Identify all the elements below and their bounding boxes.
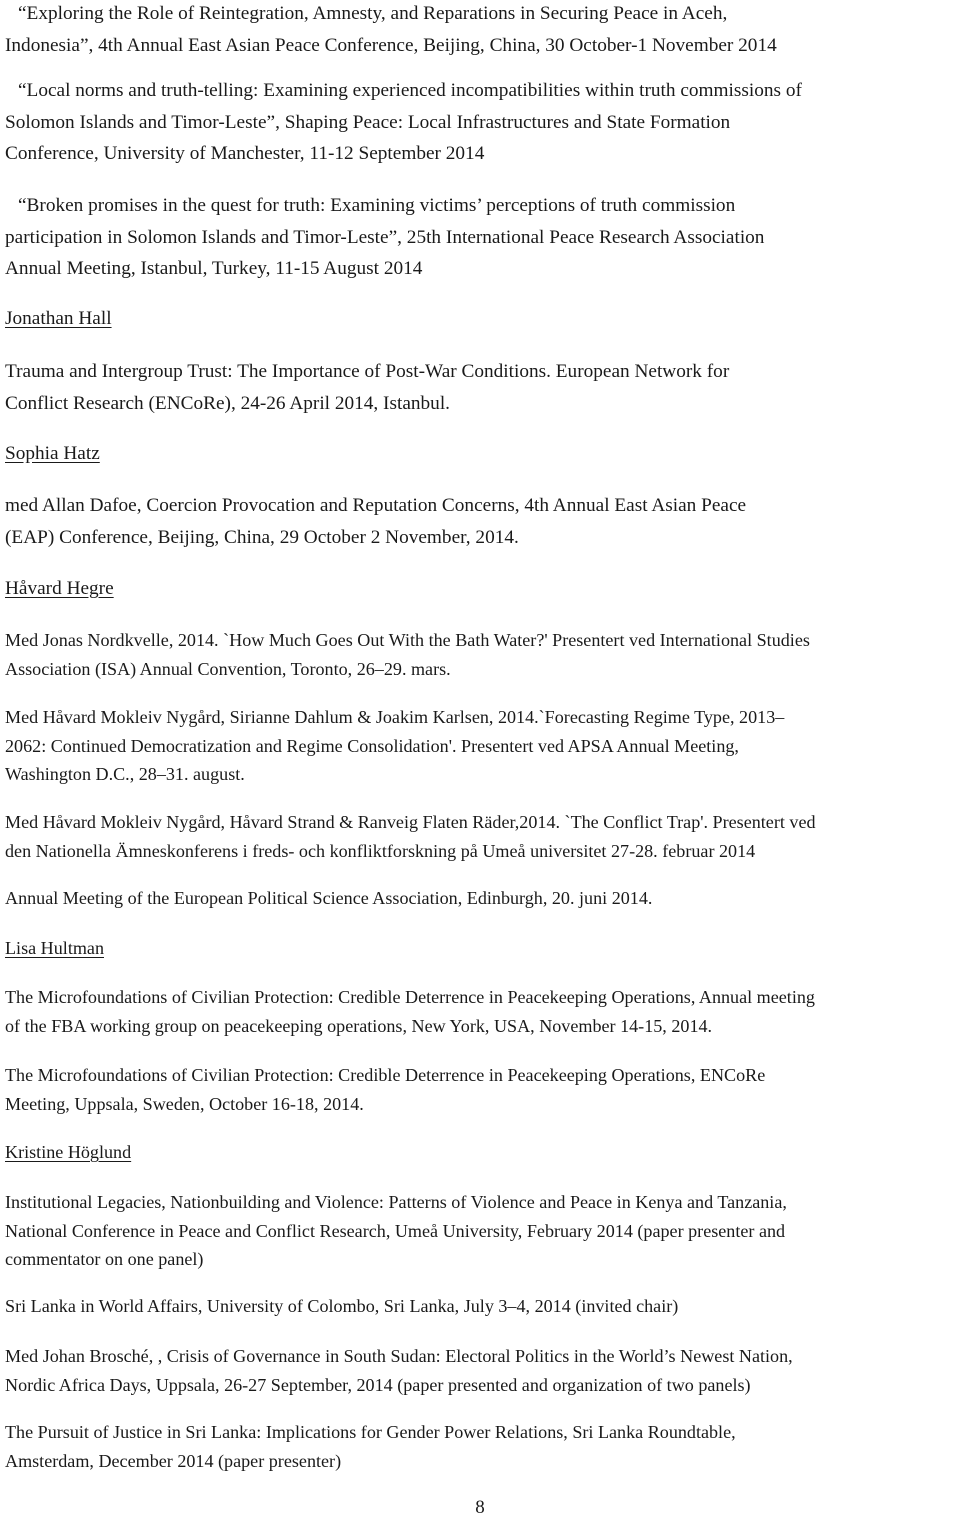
entry-line: The Microfoundations of Civilian Protection: Credible Deterrence in Peacekeeping Operations, ENCoRe	[5, 1065, 766, 1085]
author-name: Sophia Hatz	[5, 443, 100, 464]
entry-line: Nordic Africa Days, Uppsala, 26-27 September, 2014 (paper presented and organization of two panels)	[5, 1374, 751, 1395]
author-heading	[5, 303, 957, 335]
entry-line: “Exploring the Role of Reintegration, Amnesty, and Reparations in Securing Peace in Aceh,	[18, 3, 728, 24]
publication-entry	[5, 1292, 957, 1321]
entry-line: Annual Meeting, Istanbul, Turkey, 11-15 August 2014	[5, 258, 423, 280]
entry-line: The Pursuit of Justice in Sri Lanka: Implications for Gender Power Relations, Sri Lanka Roundtable,	[5, 1422, 736, 1442]
author-name: Håvard Hegre	[5, 578, 114, 599]
publication-entry	[5, 0, 957, 61]
entry-line: of the FBA working group on peacekeeping operations, New York, USA, November 14-15, 2014.	[5, 1015, 713, 1036]
publication-entry	[5, 1418, 957, 1475]
publication-entry	[5, 490, 957, 553]
entry-line: Meeting, Uppsala, Sweden, October 16-18, 2014.	[5, 1093, 364, 1114]
author-heading	[5, 438, 957, 470]
entry-line: den Nationella Ämneskonferens i freds- och konfliktforskning på Umeå universitet 27-28. februar 2014	[5, 840, 756, 861]
entry-line: Med Håvard Mokleiv Nygård, Håvard Strand & Ranveig Flaten Räder,2014. `The Conflict Trap'. Presentert ved	[5, 812, 816, 832]
page-number: 8	[475, 1497, 485, 1518]
entry-line: commentator on one panel)	[5, 1249, 204, 1269]
entry-line: Solomon Islands and Timor-Leste”, Shaping Peace: Local Infrastructures and State Formation	[5, 111, 731, 133]
publication-entry	[5, 703, 957, 789]
entry-line: (EAP) Conference, Beijing, China, 29 October 2 November, 2014.	[5, 526, 519, 548]
publication-entry	[5, 983, 957, 1040]
publication-entry	[5, 1342, 957, 1399]
entry-line: Trauma and Intergroup Trust: The Importance of Post-War Conditions. European Network for	[5, 361, 730, 382]
author-name: Kristine Höglund	[5, 1142, 132, 1162]
entry-line: med Allan Dafoe, Coercion Provocation and Reputation Concerns, 4th Annual East Asian Peace	[5, 495, 747, 516]
entry-line: The Microfoundations of Civilian Protection: Credible Deterrence in Peacekeeping Operations, Annual meeting	[5, 987, 815, 1007]
author-heading	[5, 934, 957, 963]
entry-line: 2062: Continued Democratization and Regime Consolidation'. Presentert ved APSA Annual Meeting,	[5, 735, 739, 756]
entry-line: Med Håvard Mokleiv Nygård, Sirianne Dahlum & Joakim Karlsen, 2014.`Forecasting Regime Type, 2013–	[5, 707, 785, 727]
author-name: Lisa Hultman	[5, 938, 104, 958]
entry-line: Conflict Research (ENCoRe), 24-26 April 2014, Istanbul.	[5, 392, 450, 414]
publication-entry	[5, 884, 957, 913]
entry-line: Washington D.C., 28–31. august.	[5, 764, 245, 784]
entry-line: “Local norms and truth-telling: Examining experienced incompatibilities within truth commissions of	[18, 80, 802, 101]
publication-entry	[5, 356, 957, 419]
publication-entry	[5, 808, 957, 865]
entry-line: participation in Solomon Islands and Timor-Leste”, 25th International Peace Research Association	[5, 226, 765, 248]
entry-line: “Broken promises in the quest for truth: Examining victims’ perceptions of truth commission	[18, 195, 736, 216]
publication-entry	[5, 1188, 957, 1274]
publication-entry	[5, 190, 957, 285]
publication-entry	[5, 1061, 957, 1118]
entry-line: Amsterdam, December 2014 (paper presenter)	[5, 1450, 342, 1471]
publication-entry	[5, 626, 957, 683]
entry-line: Sri Lanka in World Affairs, University of Colombo, Sri Lanka, July 3–4, 2014 (invited chair)	[5, 1296, 679, 1316]
entry-line: Association (ISA) Annual Convention, Toronto, 26–29. mars.	[5, 658, 451, 679]
entry-line: Institutional Legacies, Nationbuilding and Violence: Patterns of Violence and Peace in Kenya and Tanzania,	[5, 1192, 787, 1212]
entry-line: Conference, University of Manchester, 11-12 September 2014	[5, 143, 485, 165]
entry-line: Med Johan Brosché, , Crisis of Governance in South Sudan: Electoral Politics in the World’s Newest Nation,	[5, 1346, 793, 1366]
author-heading	[5, 1138, 957, 1167]
entry-line: National Conference in Peace and Conflict Research, Umeå University, February 2014 (paper presenter and	[5, 1220, 786, 1241]
author-name: Jonathan Hall	[5, 308, 112, 329]
entry-line: Med Jonas Nordkvelle, 2014. `How Much Goes Out With the Bath Water?' Presentert ved International Studies	[5, 630, 810, 650]
publication-entry	[5, 75, 957, 170]
entry-line: Indonesia”, 4th Annual East Asian Peace Conference, Beijing, China, 30 October-1 November 2014	[5, 34, 777, 56]
author-heading	[5, 573, 957, 605]
entry-line: Annual Meeting of the European Political Science Association, Edinburgh, 20. juni 2014.	[5, 888, 653, 908]
